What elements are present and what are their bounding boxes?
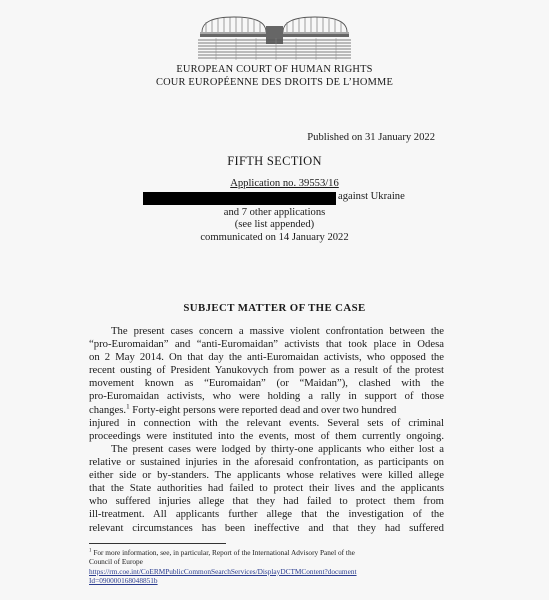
- application-number: Application no. 39553/16: [230, 178, 339, 189]
- text-line: relative or sustained injuries in the aforesaid confrontation, as participants on: [89, 456, 444, 469]
- paragraph-2: [89, 443, 444, 535]
- footnote-reference[interactable]: 1: [126, 403, 130, 410]
- text-fragment: Forty-eight persons were reported dead and over two hundred: [129, 403, 397, 416]
- text-line: pro-Euromaidan activists, who were holding a rally in support of those: [89, 390, 444, 403]
- court-name-french: COUR EUROPÉENNE DES DROITS DE L’HOMME: [155, 77, 394, 88]
- text-line: movement known as “Euromaidan” (or “Maidan”), clashed with the: [89, 377, 444, 390]
- subject-matter-heading: SUBJECT MATTER OF THE CASE: [183, 302, 366, 314]
- footnote-mark: 1: [89, 548, 92, 554]
- footnote-text: For more information, see, in particular, Report of the International Advisory Panel of the: [91, 548, 355, 557]
- footnote-link[interactable]: https://rm.coe.int/CoERMPublicCommonSearchServices/DisplayDCTMContent?document: [89, 566, 357, 576]
- text-line: relevant circumstances has been ineffective and that they had suffered: [89, 521, 444, 534]
- text-line: injured in connection with the relevant events. Several sets of criminal: [89, 416, 444, 429]
- footnote: [89, 548, 449, 586]
- publication-date: Published on 31 January 2022: [307, 132, 435, 143]
- text-line: ill-treatment. All applicants further allege that the investigation of the: [89, 508, 444, 521]
- communication-date: communicated on 14 January 2022: [200, 232, 349, 243]
- paragraph-1: [89, 325, 444, 443]
- text-fragment: changes.: [89, 403, 127, 416]
- redacted-applicant-name: [143, 192, 336, 205]
- footnote-line: [89, 548, 449, 557]
- respondent-state: against Ukraine: [338, 191, 405, 202]
- footnote-separator: [89, 543, 226, 544]
- see-list-note: (see list appended): [234, 219, 315, 230]
- footnote-line: Council of Europe: [89, 557, 143, 567]
- text-line: The present cases concern a massive violent confrontation between the: [111, 325, 444, 337]
- text-line: recent ousting of President Yanukovych from power as a result of the protest: [89, 364, 444, 377]
- text-line: The present cases were lodged by thirty-one applicants who either lost a: [111, 443, 444, 455]
- footnote-link[interactable]: Id=090000168048851b: [89, 576, 158, 586]
- section-title: FIFTH SECTION: [227, 154, 322, 168]
- text-line-with-footnote: [89, 404, 444, 417]
- text-line: “pro-Euromaidan” and “anti-Euromaidan” activists that took place in Odesa: [89, 338, 444, 351]
- text-line: who suffered injuries allege that they had failed to protect them from: [89, 495, 444, 508]
- text-line: on 2 May 2014. On that day the anti-Euromaidan activists, who opposed the: [89, 351, 444, 364]
- text-line: that the State authorities had failed to protect their lives and the applicants: [89, 482, 444, 495]
- court-name-english: EUROPEAN COURT OF HUMAN RIGHTS: [176, 64, 373, 75]
- other-applications: and 7 other applications: [223, 207, 326, 218]
- text-line: proceedings were instituted into the events, most of them currently ongoing.: [89, 429, 444, 442]
- echr-building-logo: [196, 12, 353, 62]
- text-line: either side or by-standers. The applicants whose relatives were killed allege: [89, 469, 444, 482]
